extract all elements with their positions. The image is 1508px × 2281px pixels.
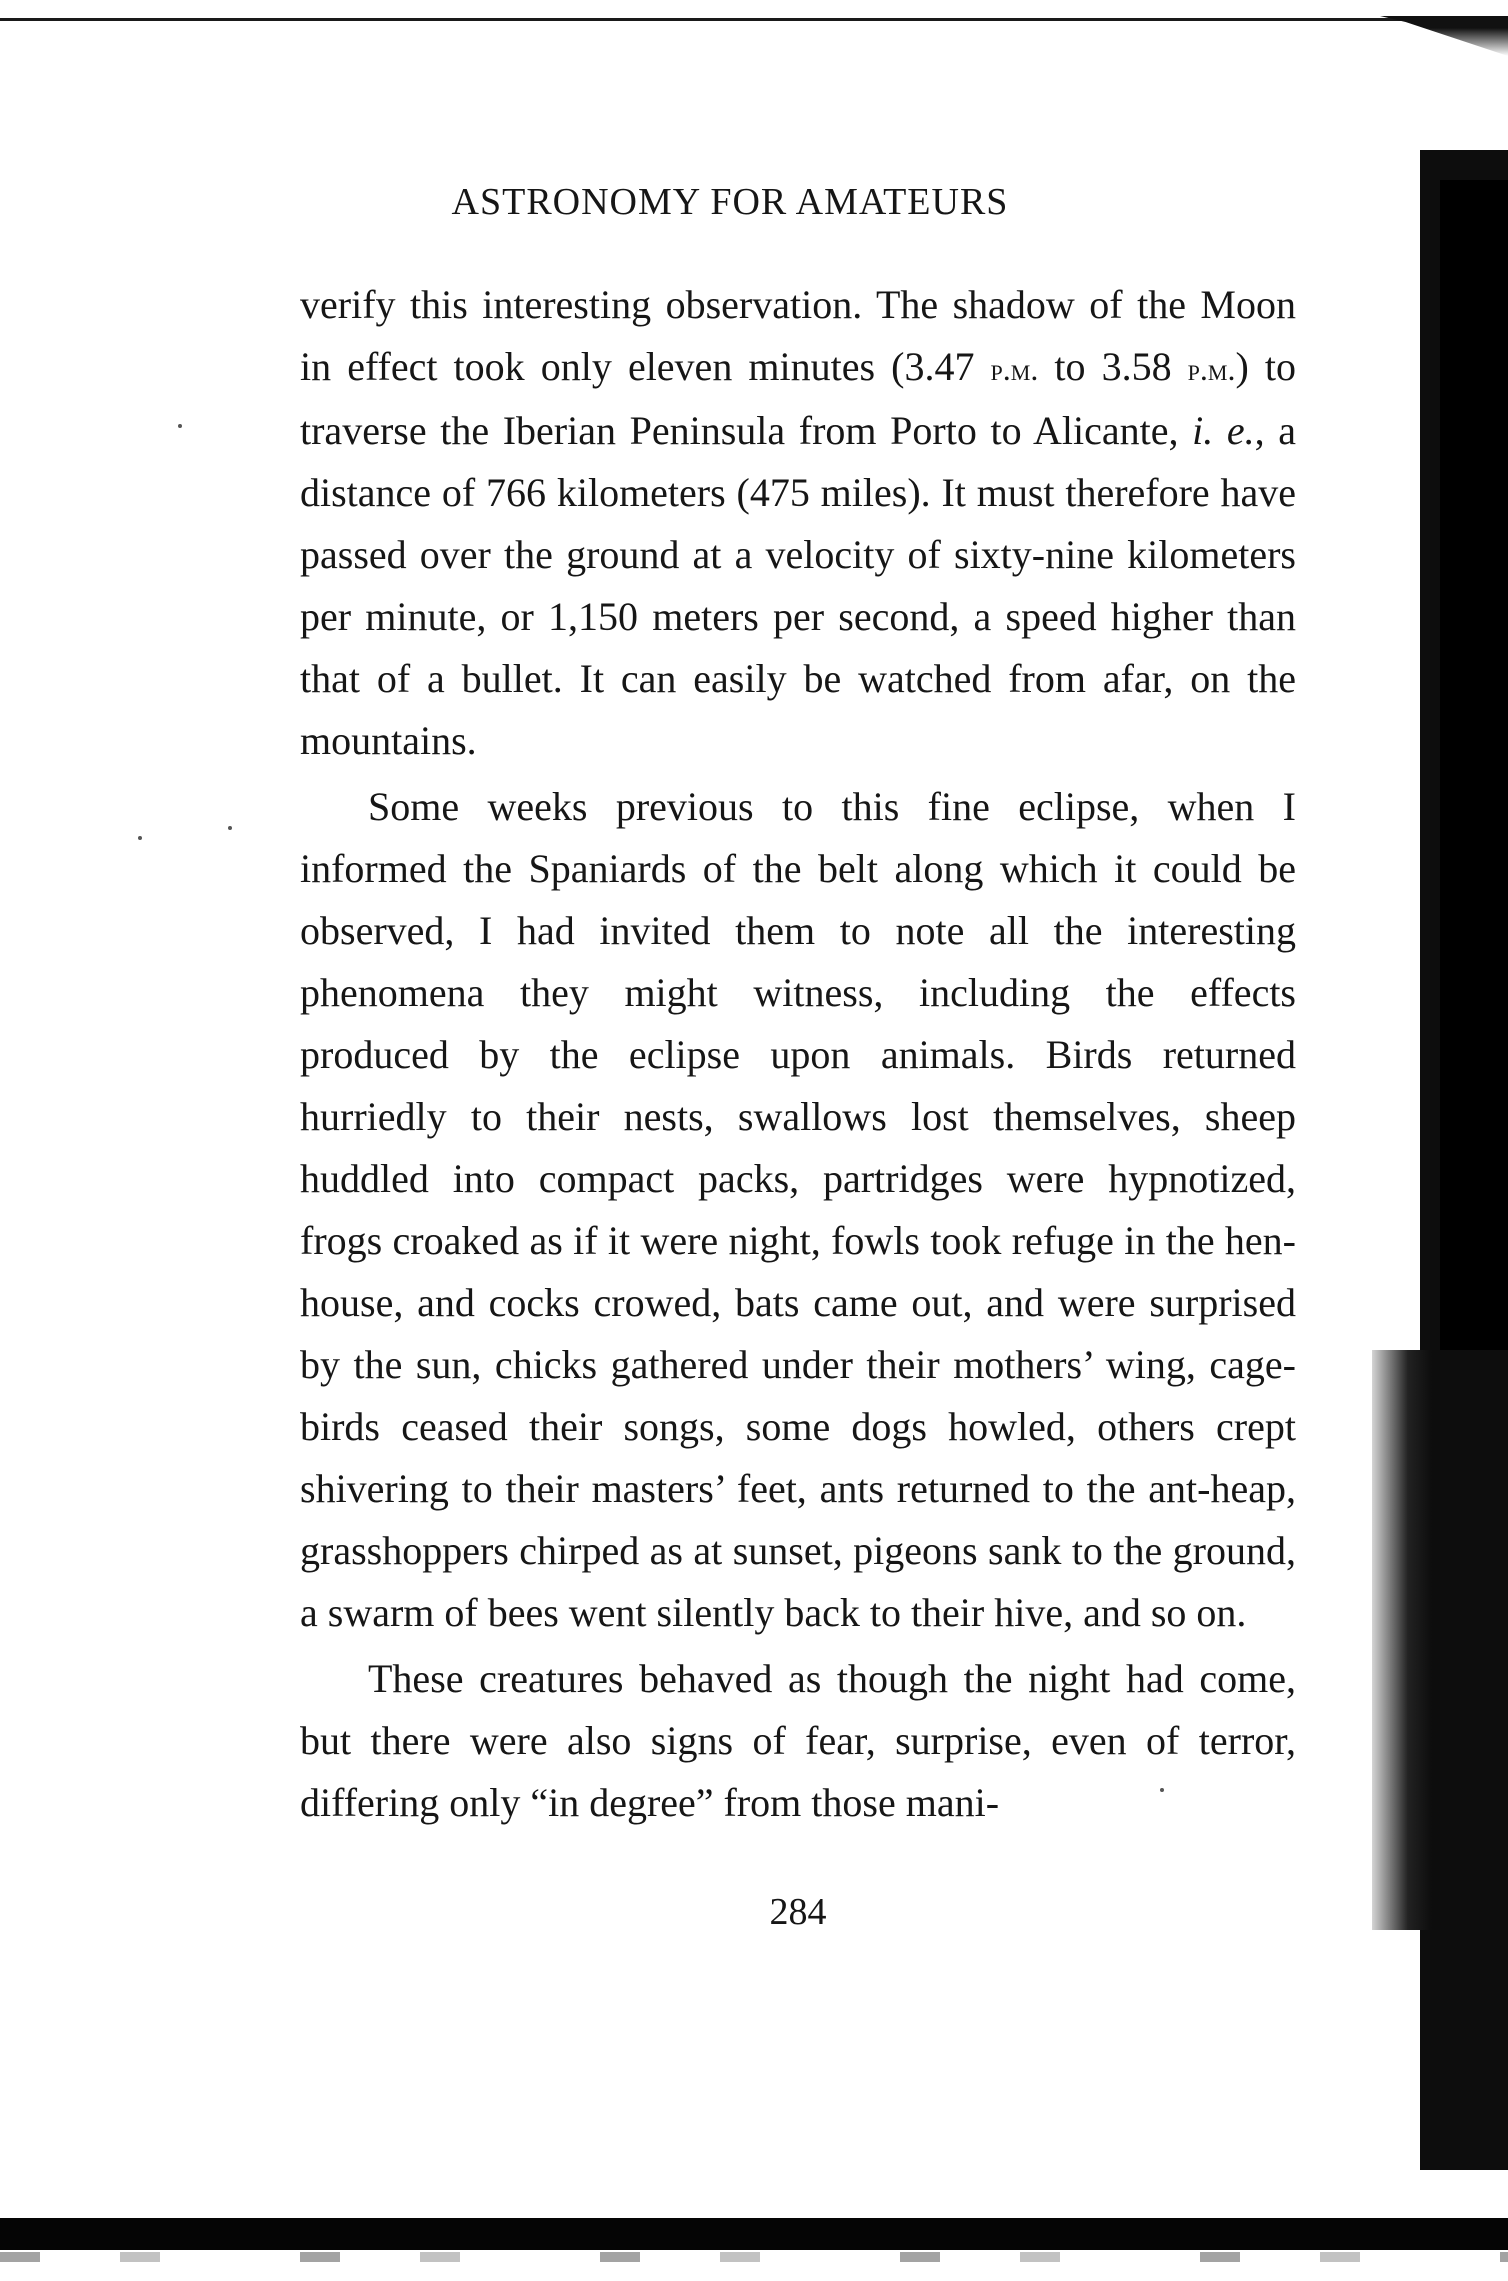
page-number: 284 (769, 1891, 827, 1933)
top-rule-corner-shadow (1380, 16, 1508, 56)
page-edge-notch (1372, 1350, 1432, 1930)
bottom-scan-specks (0, 2252, 1508, 2262)
scan-speck (178, 424, 182, 428)
bottom-scan-border (0, 2218, 1508, 2250)
time-abbrev-pm: p.m. (990, 351, 1039, 387)
paragraph-1-text-b: to 3.58 (1038, 344, 1188, 389)
top-rule (0, 18, 1508, 21)
paragraph-1-text-a: verify this interesting observation. The shadow of the Moon in effect took only eleven minutes (3.47 (300, 282, 1296, 389)
latin-abbrev-ie: i. e. (1192, 408, 1255, 453)
paragraph-1-text-c: ) to traverse the Iberian Peninsula from Porto to Alicante, (300, 344, 1296, 453)
paragraph-2: Some weeks previous to this fine eclipse, when I informed the Spaniards of the belt along which it could be observed, I had invited them to note all the interesting phenomena they might witness, including the effects produced by the eclipse upon animals. Birds returned hurriedly to their nests, swallows lost themselves, sheep huddled into compact packs, partridges were hypnotized, frogs croaked as if it were night, fowls took refuge in the hen-house, and cocks crowed, bats came out, and were surprised by the sun, chicks gathered under their mothers’ wing, cage-birds ceased their songs, some dogs howled, others crept shivering to their masters’ feet, ants returned to the ant-heap, grasshoppers chirped as at sunset, pigeons sank to the ground, a swarm of bees went silently back to their hive, and so on. (300, 784, 1296, 1635)
body-text (300, 274, 1296, 1834)
paragraph-3: These creatures behaved as though the night had come, but there were also signs of fear, surprise, even of terror, differing only “in degree” from those mani- (300, 1656, 1296, 1825)
scan-speck (138, 836, 142, 840)
paragraph-1 (300, 274, 1296, 772)
scan-speck (228, 826, 232, 830)
time-abbrev-pm: p.m. (1187, 351, 1236, 387)
page-edge-shadow-upper (1440, 180, 1508, 1350)
running-head: ASTRONOMY FOR AMATEURS (451, 181, 1009, 223)
paragraph-1-text-d: , a distance of 766 kilometers (475 miles). It must therefore have passed over the ground at a velocity of sixty-nine kilometers per minute, or 1,150 meters per second, a speed higher than that of a bullet. It can easily be watched from afar, on the mountains. (300, 408, 1296, 763)
